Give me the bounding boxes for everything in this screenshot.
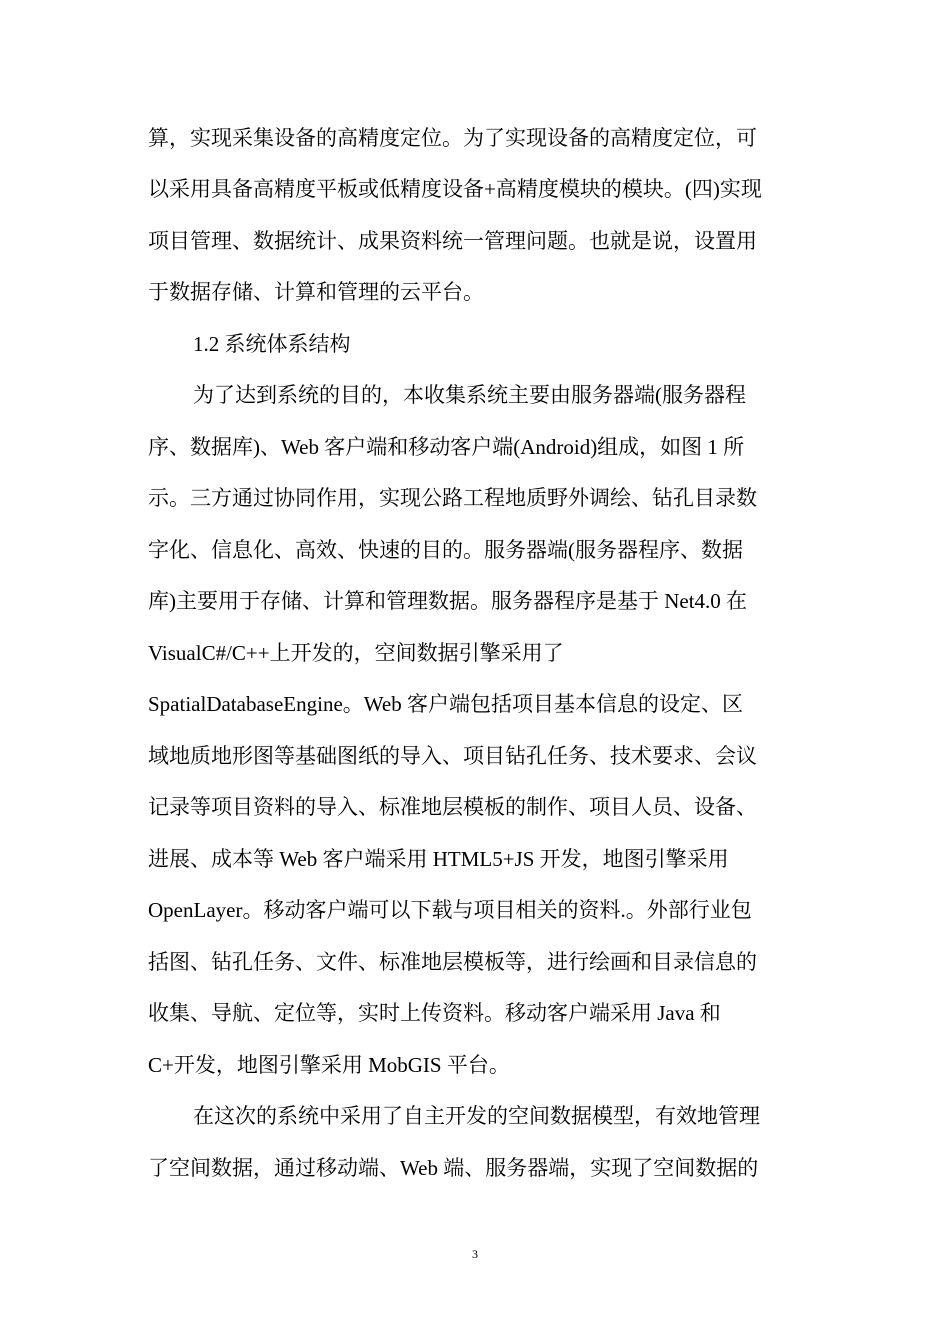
text-line: 算，实现采集设备的高精度定位。为了实现设备的高精度定位，可	[148, 126, 757, 150]
text-line: C+开发，地图引擎采用 MobGIS 平台。	[148, 1053, 510, 1077]
text-line: 示。三方通过协同作用，实现公路工程地质野外调绘、钻孔目录数	[148, 486, 757, 510]
text-line: 域地质地形图等基础图纸的导入、项目钻孔任务、技术要求、会议	[148, 744, 757, 768]
section-heading: 1.2 系统体系结构	[193, 332, 351, 356]
text-line: 于数据存储、计算和管理的云平台。	[148, 280, 484, 304]
text-line: 括图、钻孔任务、文件、标准地层模板等，进行绘画和目录信息的	[148, 950, 757, 974]
text-line: 在这次的系统中采用了自主开发的空间数据模型，有效地管理	[193, 1104, 760, 1128]
text-line: 收集、导航、定位等，实时上传资料。移动客户端采用 Java 和	[148, 1001, 721, 1025]
text-line: 字化、信息化、高效、快速的目的。服务器端(服务器程序、数据	[148, 538, 743, 562]
text-line: 记录等项目资料的导入、标准地层模板的制作、项目人员、设备、	[148, 795, 757, 819]
text-line: 项目管理、数据统计、成果资料统一管理问题。也就是说，设置用	[148, 229, 757, 253]
text-line: 以采用具备高精度平板或低精度设备+高精度模块的模块。(四)实现	[148, 177, 762, 201]
text-line: OpenLayer。移动客户端可以下载与项目相关的资料.。外部行业包	[148, 898, 752, 922]
text-line: VisualC#/C++上开发的，空间数据引擎采用了	[148, 641, 564, 665]
text-line: 库)主要用于存储、计算和管理数据。服务器程序是基于 Net4.0 在	[148, 589, 748, 613]
text-line: 进展、成本等 Web 客户端采用 HTML5+JS 开发，地图引擎采用	[148, 847, 729, 871]
page-number: 3	[472, 1247, 478, 1261]
text-line: SpatialDatabaseEngine。Web 客户端包括项目基本信息的设定、区	[148, 692, 743, 716]
text-line: 序、数据库)、Web 客户端和移动客户端(Android)组成，如图 1 所	[148, 435, 745, 459]
text-line: 为了达到系统的目的，本收集系统主要由服务器端(服务器程	[193, 383, 746, 407]
text-line: 了空间数据，通过移动端、Web 端、服务器端，实现了空间数据的	[148, 1156, 759, 1180]
